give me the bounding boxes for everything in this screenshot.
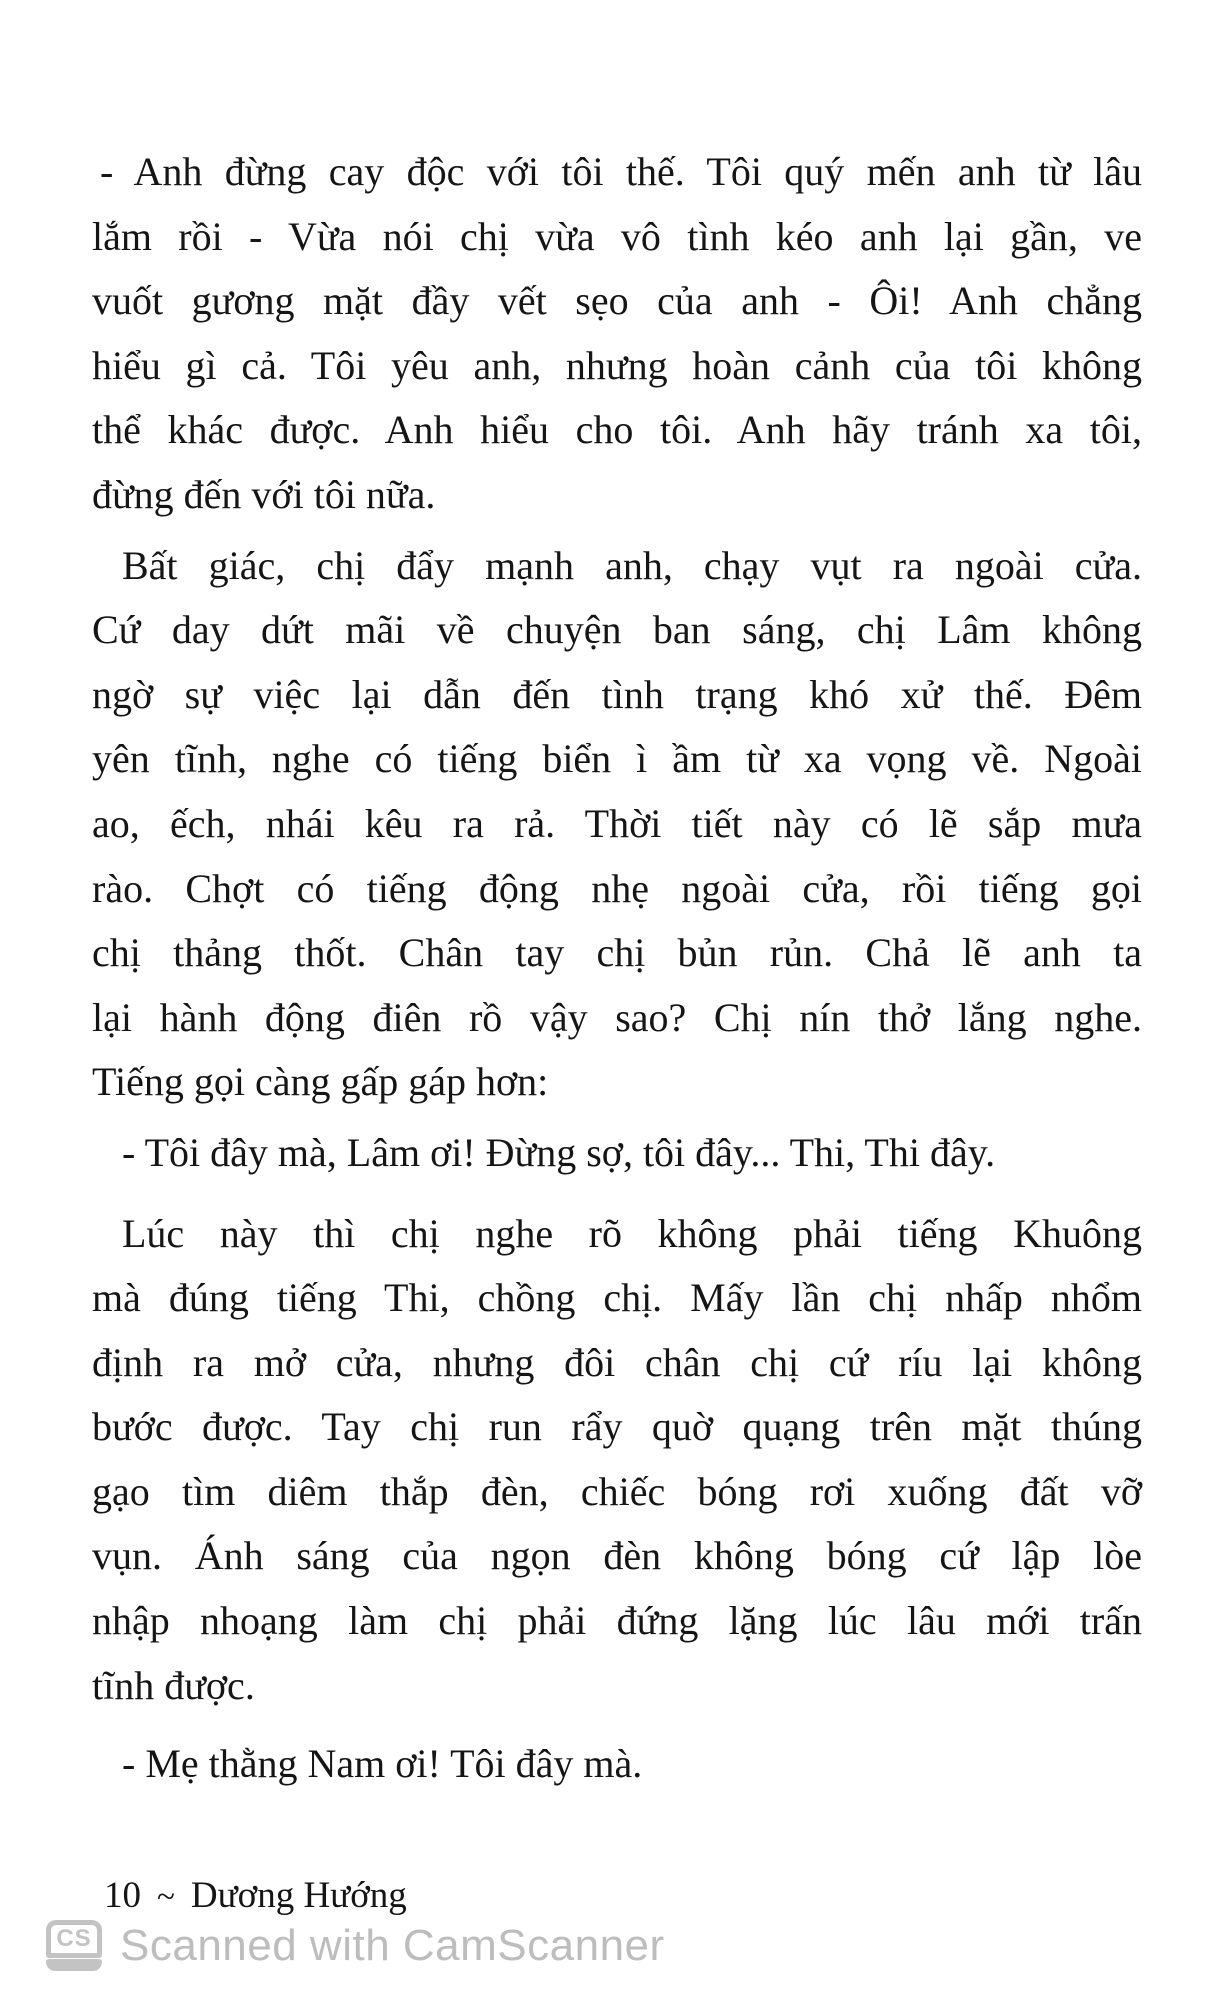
text-line: vụn. Ánh sáng của ngọn đèn không bóng cứ lập lòe [92, 1533, 1142, 1579]
text-line: - Tôi đây mà, Lâm ơi! Đừng sợ, tôi đây... Thi, Thi đây. [122, 1129, 996, 1175]
text-line: nhập nhoạng làm chị phải đứng lặng lúc lâu mới trấn [92, 1598, 1142, 1644]
camscanner-logo-letters: CS [56, 1925, 92, 1952]
text-line: ao, ếch, nhái kêu ra rả. Thời tiết này có lẽ sắp mưa [92, 800, 1142, 846]
camscanner-watermark [46, 1920, 665, 1971]
paragraph [92, 1732, 1142, 1797]
text-line: thể khác được. Anh hiểu cho tôi. Anh hãy tránh xa tôi, [92, 407, 1142, 453]
paragraph [92, 140, 1142, 528]
paragraph [92, 1121, 1142, 1186]
text-line: hiểu gì cả. Tôi yêu anh, nhưng hoàn cảnh của tôi không [92, 342, 1142, 388]
text-line: lắm rồi - Vừa nói chị vừa vô tình kéo anh lại gần, ve [92, 213, 1142, 259]
text-line: bước được. Tay chị run rẩy quờ quạng trên mặt thúng [92, 1404, 1142, 1450]
text-line: yên tĩnh, nghe có tiếng biển ì ầm từ xa vọng về. Ngoài [92, 736, 1142, 782]
text-line: mà đúng tiếng Thi, chồng chị. Mấy lần chị nhấp nhổm [92, 1275, 1142, 1321]
camscanner-logo-tab [46, 1959, 102, 1971]
camscanner-logo-icon [46, 1920, 102, 1971]
text-line: - Anh đừng cay độc với tôi thế. Tôi quý mến anh từ lâu [100, 149, 1142, 194]
page-footer [104, 1874, 407, 1917]
text-line: gạo tìm diêm thắp đèn, chiếc bóng rơi xuống đất vỡ [92, 1468, 1142, 1514]
text-line: định ra mở cửa, nhưng đôi chân chị cứ ríu lại không [92, 1339, 1142, 1385]
text-line: Bất giác, chị đẩy mạnh anh, chạy vụt ra ngoài cửa. [122, 542, 1142, 588]
text-line: rào. Chợt có tiếng động nhẹ ngoài cửa, rồi tiếng gọi [92, 865, 1142, 911]
page-number: 10 [104, 1875, 141, 1916]
text-line: lại hành động điên rồ vậy sao? Chị nín thở lắng nghe. [92, 994, 1142, 1040]
paragraph [92, 534, 1142, 1115]
text-line: chị thảng thốt. Chân tay chị bủn rủn. Chả lẽ anh ta [92, 930, 1142, 976]
text-line: đừng đến với tôi nữa. [92, 471, 436, 517]
text-line: - Mẹ thằng Nam ơi! Tôi đây mà. [122, 1741, 643, 1787]
text-line: ngờ sự việc lại dẫn đến tình trạng khó xử thế. Đêm [92, 671, 1142, 717]
text-line: tĩnh được. [92, 1662, 255, 1708]
text-line: Cứ day dứt mãi về chuyện ban sáng, chị Lâm không [92, 607, 1142, 653]
text-line: vuốt gương mặt đầy vết sẹo của anh - Ôi! Anh chẳng [92, 278, 1142, 324]
text-line: Tiếng gọi càng gấp gáp hơn: [92, 1059, 549, 1105]
page-body-text [92, 140, 1142, 1797]
text-line: Lúc này thì chị nghe rõ không phải tiếng Khuông [122, 1210, 1142, 1256]
watermark-text: Scanned with CamScanner [120, 1921, 665, 1970]
paragraph [92, 1202, 1142, 1719]
footer-separator: ~ [157, 1879, 175, 1915]
author-name: Dương Hướng [190, 1875, 407, 1916]
